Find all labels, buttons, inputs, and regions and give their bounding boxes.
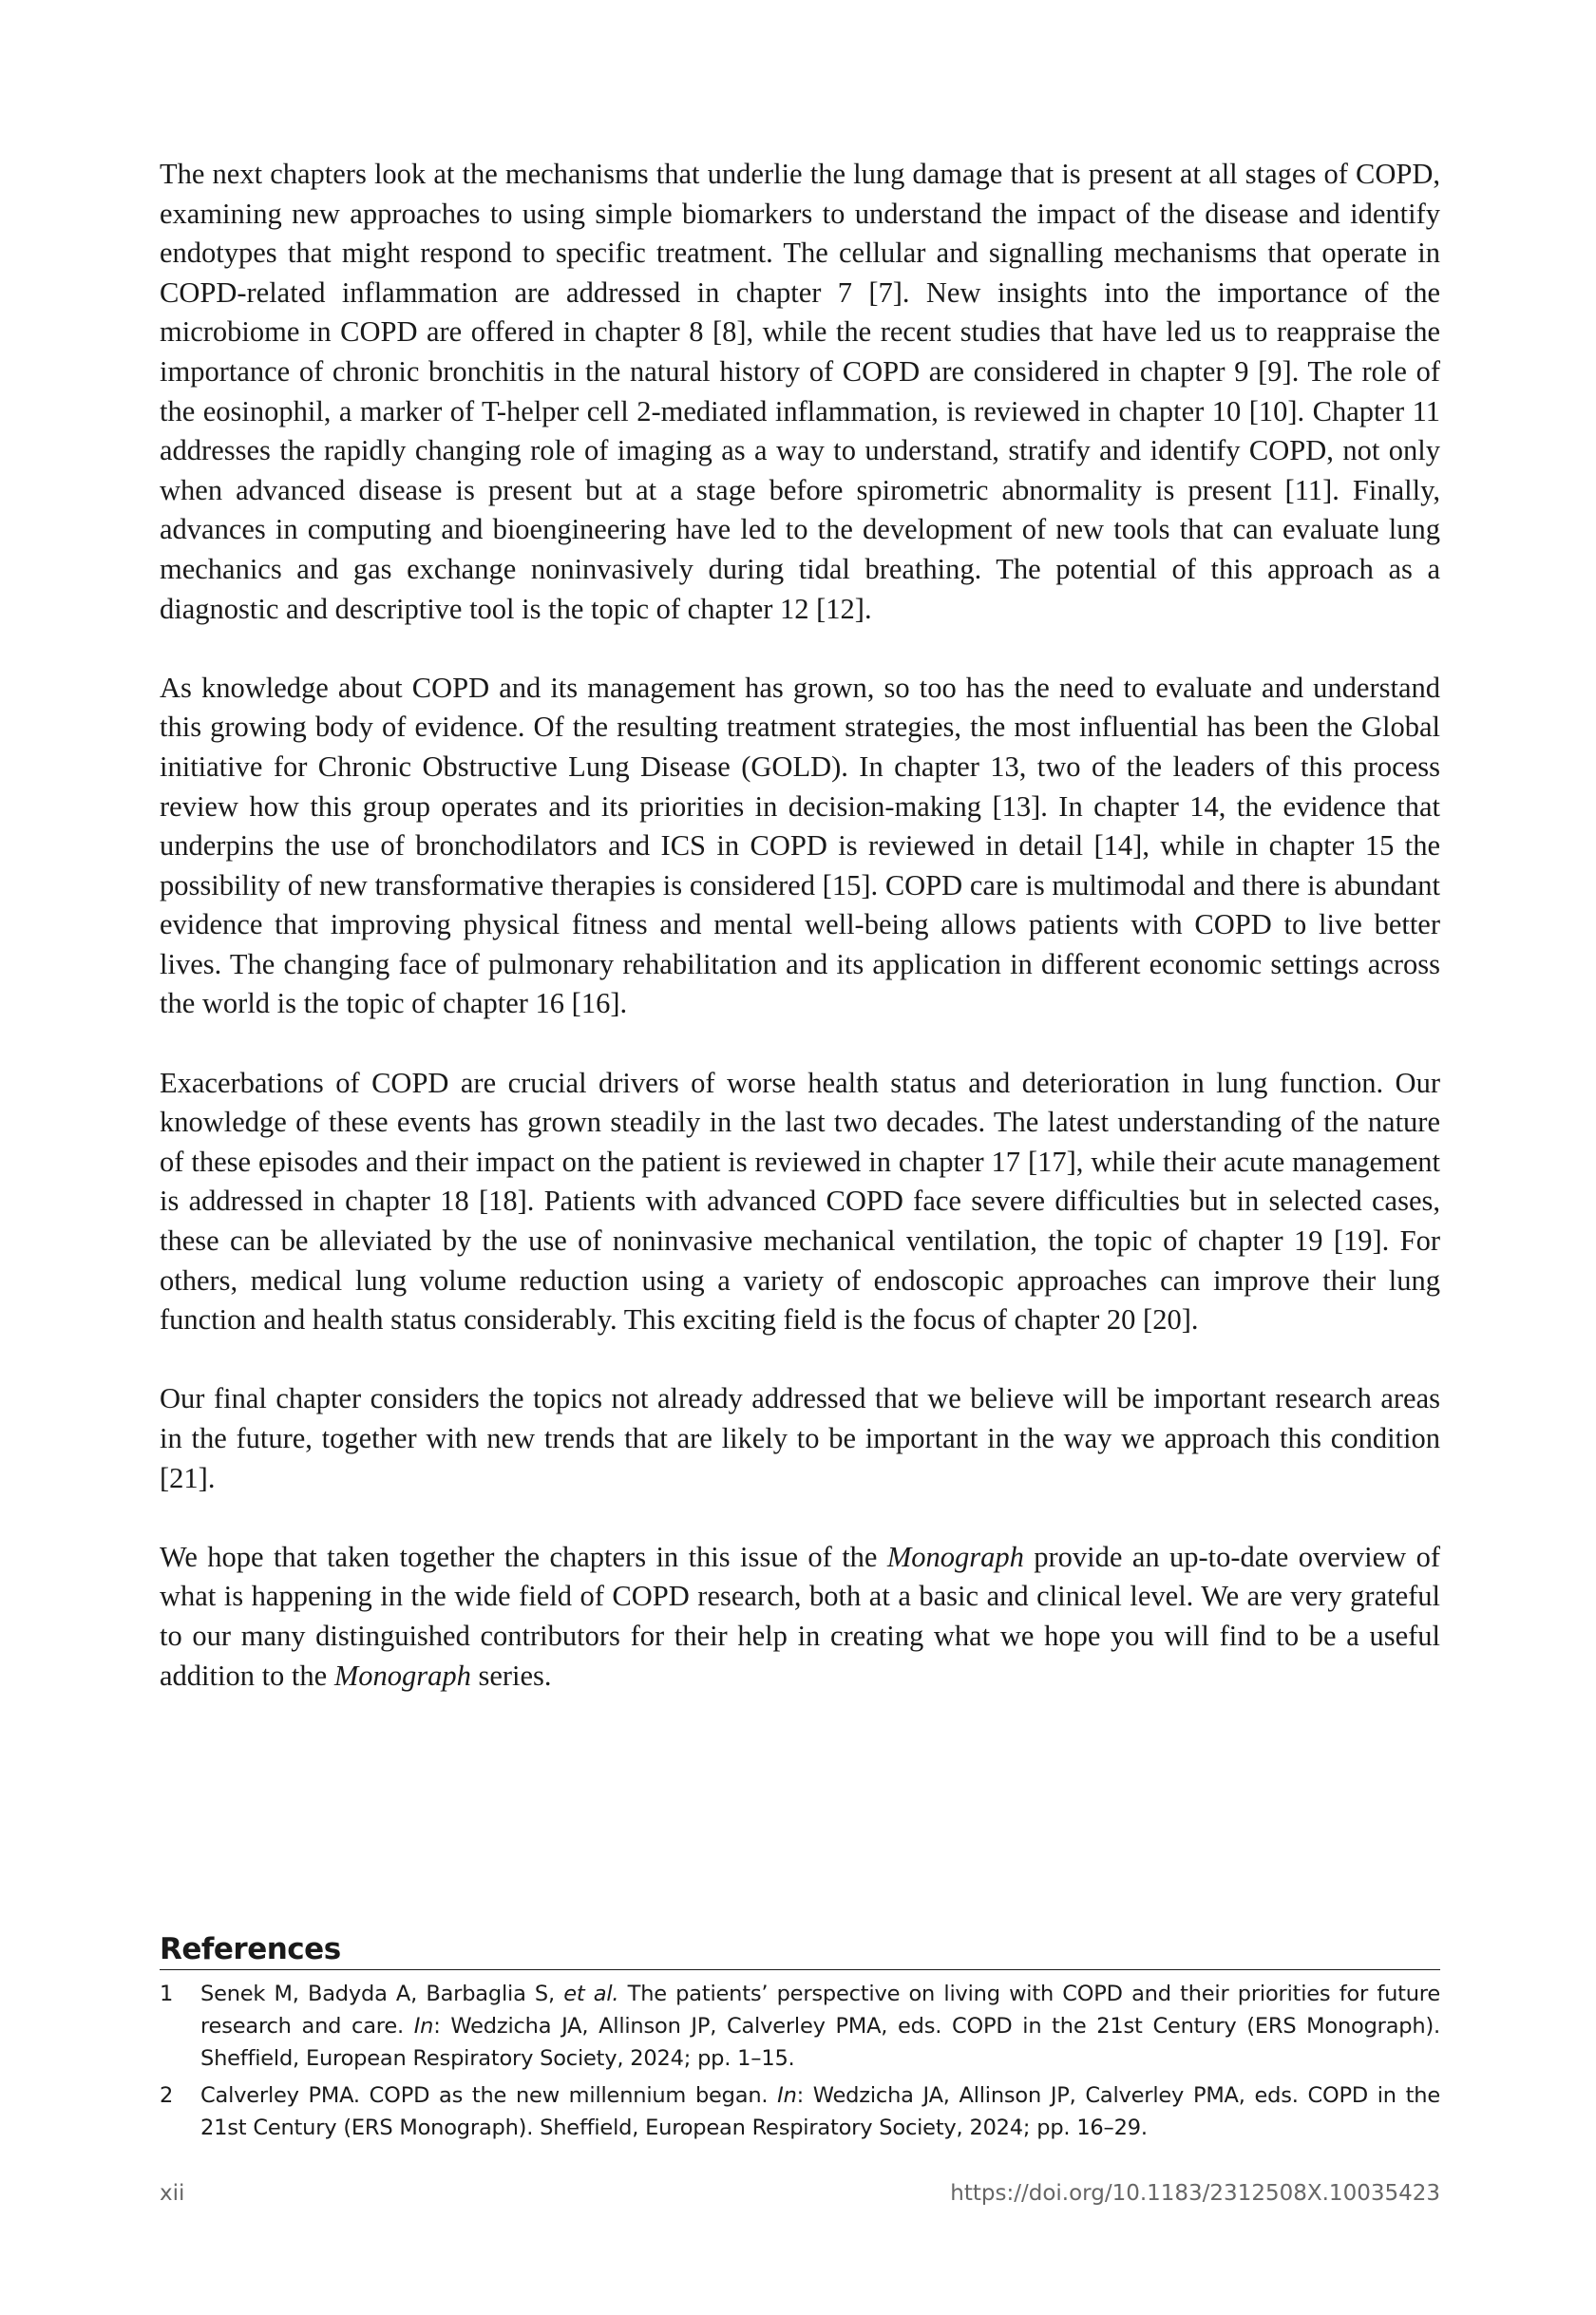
reference-segment: The patients’ perspective on living with COPD and their priorities for future research and care. — [200, 1982, 1441, 2039]
reference-number: 2 — [160, 2083, 174, 2108]
reference-italic: et al. — [563, 1982, 619, 2006]
reference-text — [200, 1978, 1440, 2075]
main-text — [160, 155, 1440, 1736]
reference-segment: Senek M, Badyda A, Barbaglia S, — [200, 1982, 564, 2006]
paragraph-text: provide an up-to-date overview of what is happening in the wide field of COPD research, both at a basic and clinical level. We are very grateful to our many distinguished contributors for their help in creating what we hope you will find to be a useful addition to the — [160, 1540, 1441, 1692]
paragraph-3 — [160, 1064, 1440, 1340]
doi-link[interactable]: https://doi.org/10.1183/2312508X.10035423 — [950, 2181, 1440, 2206]
reference-italic: In — [413, 2014, 434, 2039]
reference-list — [160, 1978, 1440, 2144]
paragraph-text: Our final chapter considers the topics not already addressed that we believe will be important research areas in the future, together with new trends that are likely to be important in the way we approach this condition [21]. — [160, 1382, 1440, 1494]
references-heading: References — [160, 1931, 1440, 1970]
paragraph-1 — [160, 155, 1440, 629]
paragraph-text: As knowledge about COPD and its management has grown, so too has the need to evaluate and understand this growing body of evidence. Of the resulting treatment strategies, the most influential has been the Global initiative for Chronic Obstructive Lung Disease (GOLD). In chapter 13, two of the leaders of this process review how this group operates and its priorities in decision-making [13]. In chapter 14, the evidence that underpins the use of bronchodilators and ICS in COPD is reviewed in detail [14], while in chapter 15 the possibility of new transformative therapies is considered [15]. COPD care is multimodal and there is abundant evidence that improving physical fitness and mental well-being allows patients with COPD to live better lives. The changing face of pulmonary rehabilitation and its application in different economic settings across the world is the topic of chapter 16 [16]. — [160, 671, 1440, 1020]
paragraph-text: We hope that taken together the chapters in this issue of the — [160, 1540, 887, 1573]
paragraph-4 — [160, 1379, 1440, 1498]
page-number: xii — [160, 2181, 185, 2206]
italic-title: Monograph — [333, 1659, 471, 1692]
reference-segment: : Wedzicha JA, Allinson JP, Calverley PMA, eds. COPD in the 21st Century (ERS Monograph). Sheffield, European Respiratory Society, 2024; pp. 16–29. — [200, 2083, 1440, 2140]
paragraph-text: The next chapters look at the mechanisms that underlie the lung damage that is present at all stages of COPD, examining new approaches to using simple biomarkers to understand the impact of the disease and identify endotypes that might respond to specific treatment. The cellular and signalling mechanisms that operate in COPD-related inflammation are addressed in chapter 7 [7]. New insights into the importance of the microbiome in COPD are offered in chapter 8 [8], while the recent studies that have led us to reappraise the importance of chronic bronchitis in the natural history of COPD are considered in chapter 9 [9]. The role of the eosinophil, a marker of T-helper cell 2-mediated inflammation, is reviewed in chapter 10 [10]. Chapter 11 addresses the rapidly changing role of imaging as a way to understand, stratify and identify COPD, not only when advanced disease is present but at a stage before spirometric abnormality is present [11]. Finally, advances in computing and bioengineering have led to the development of new tools that can evaluate lung mechanics and gas exchange noninvasively during tidal breathing. The potential of this approach as a diagnostic and descriptive tool is the topic of chapter 12 [12]. — [160, 158, 1440, 625]
paragraph-2 — [160, 669, 1440, 1024]
reference-segment: Calverley PMA. COPD as the new millennium began. — [200, 2083, 778, 2108]
page-footer — [160, 2181, 1440, 2206]
paragraph-text: series. — [470, 1659, 552, 1692]
italic-title: Monograph — [886, 1540, 1024, 1573]
reference-text — [200, 2079, 1440, 2144]
reference-item — [160, 1978, 1440, 2075]
reference-item — [160, 2079, 1440, 2144]
reference-number: 1 — [160, 1982, 174, 2006]
paragraph-text: Exacerbations of COPD are crucial drivers of worse health status and deterioration in lung function. Our knowledge of these events has grown steadily in the last two decades. The latest understanding of the nature of these episodes and their impact on the patient is reviewed in chapter 17 [17], while their acute management is addressed in chapter 18 [18]. Patients with advanced COPD face severe difficulties but in selected cases, these can be alleviated by the use of noninvasive mechanical ventilation, the topic of chapter 19 [19]. For others, medical lung volume reduction using a variety of endoscopic approaches can improve their lung function and health status considerably. This exciting field is the focus of chapter 20 [20]. — [160, 1066, 1440, 1337]
reference-segment: : Wedzicha JA, Allinson JP, Calverley PMA, eds. COPD in the 21st Century (ERS Monograph). Sheffield, European Respiratory Society, 2024; pp. 1–15. — [200, 2014, 1440, 2071]
paragraph-5 — [160, 1538, 1440, 1696]
references-section — [160, 1931, 1440, 2149]
reference-italic: In — [777, 2083, 797, 2108]
